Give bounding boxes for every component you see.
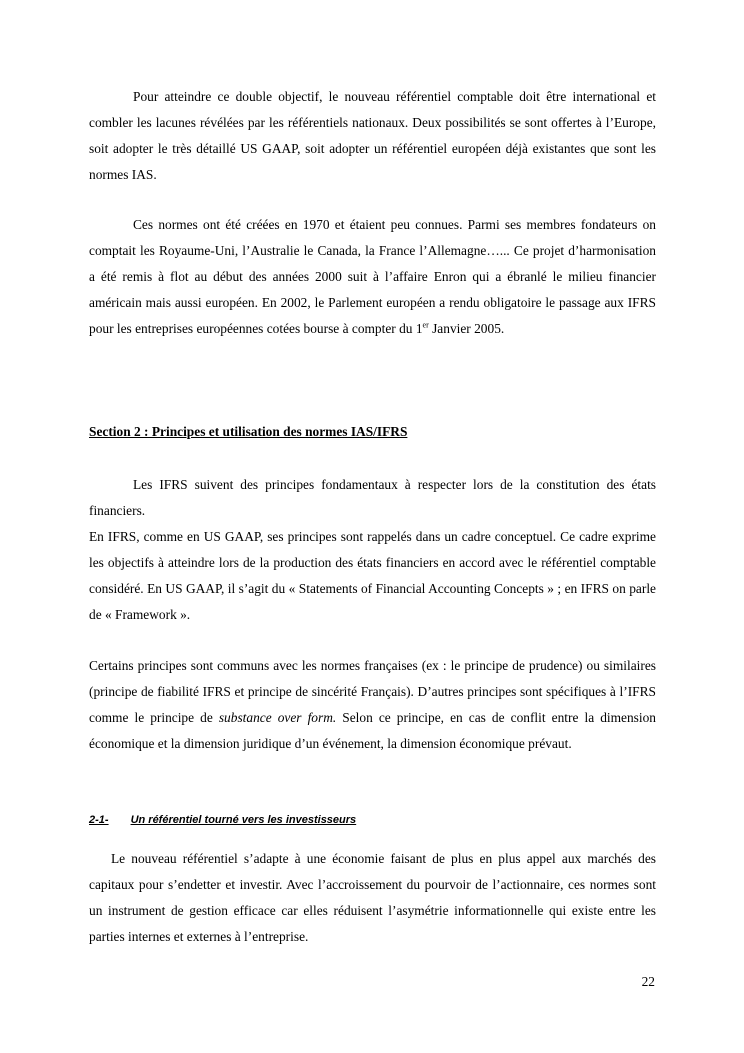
paragraph-common-principles-end: Selon ce principe, en cas de conflit entre la dimension économique et la dimension juridique d’un événement, la dimension économique prévaut.	[89, 710, 656, 751]
section-title: Section 2 : Principes et utilisation des normes IAS/IFRS	[89, 424, 408, 439]
paragraph-ias-history-end: Janvier 2005.	[428, 321, 505, 336]
paragraph-common-principles-text: Certains principes sont communs avec les normes françaises (ex : le principe de prudence) ou similaires (principe de fiabilité IFRS et principe de sincérité Français). D’autres principes sont spécifiques à l’IFRS comme le principe de	[89, 658, 656, 725]
substance-over-form-term: substance over form.	[218, 710, 337, 725]
subsection-heading	[89, 814, 356, 826]
ordinal-superscript: er	[422, 320, 429, 330]
page-number: 22	[641, 974, 655, 989]
paragraph-common-principles	[89, 653, 656, 757]
paragraph-investors: Le nouveau référentiel s’adapte à une économie faisant de plus en plus appel aux marchés des capitaux pour s’endetter et investir. Avec l’accroissement du pourvoir de l’actionnaire, ces normes sont un instrument de gestion efficace car elles réduisent l’asymétrie informationnelle qui existe entre les parties internes et externes à l’entreprise.	[89, 851, 656, 944]
subsection-title: Un référentiel tourné vers les investisseurs	[130, 814, 357, 826]
paragraph-conceptual-framework: En IFRS, comme en US GAAP, ses principes sont rappelés dans un cadre conceptuel. Ce cadre exprime les objectifs à atteindre lors de la production des états financiers en accord avec le référentiel comptable considéré. En US GAAP, il s’agit du « Statements of Financial Accounting Concepts » ; en IFRS on parle de « Framework ».	[89, 529, 656, 622]
paragraph-ias-history	[89, 212, 656, 342]
paragraph-ias-history-text: Ces normes ont été créées en 1970 et étaient peu connues. Parmi ses membres fondateurs on comptait les Royaume-Uni, l’Australie le Canada, la France l’Allemagne…... Ce projet d’harmonisation a été remis à flot au début des années 2000 suit à l’affaire Enron qui a ébranlé le milieu financier américain mais aussi européen. En 2002, le Parlement européen a rendu obligatoire le passage aux IFRS pour les entreprises européennes cotées bourse à compter du 1	[89, 217, 656, 336]
subsection-number: 2-1-	[89, 814, 109, 826]
paragraph-ifrs-principles: Les IFRS suivent des principes fondamentaux à respecter lors de la constitution des états financiers.	[89, 477, 656, 518]
paragraph-ias-adoption: Pour atteindre ce double objectif, le nouveau référentiel comptable doit être international et combler les lacunes révélées par les référentiels nationaux. Deux possibilités se sont offertes à l’Europe, soit adopter le très détaillé US GAAP, soit adopter un référentiel européen déjà existantes que sont les normes IAS.	[89, 89, 656, 182]
